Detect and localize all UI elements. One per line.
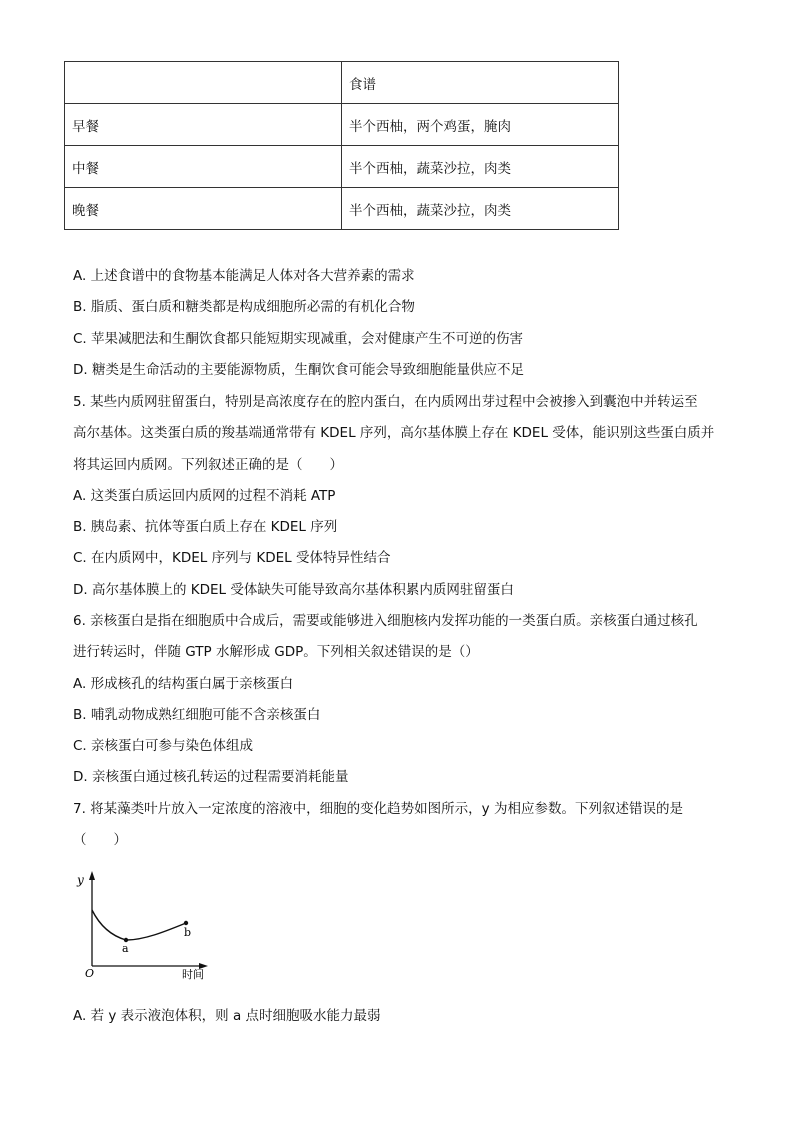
q5-option-d: D. 高尔基体膜上的 KDEL 受体缺失可能导致高尔基体积累内质网驻留蛋白 [73,582,514,598]
table-header-cell [65,62,342,104]
point-b-marker [184,921,188,925]
meal-cell: 中餐 [65,146,342,188]
q7-stem-line: （ ） [73,832,127,848]
point-a-label: a [122,942,129,955]
q7-stem-line: 7. 将某藻类叶片放入一定浓度的溶液中，细胞的变化趋势如图所示，y 为相应参数。下列叙述错误的是 [73,801,683,817]
q5-stem-line: 高尔基体。这类蛋白质的羧基端通常带有 KDEL 序列，高尔基体膜上存在 KDEL 受体，能识别这些蛋白质并 [73,425,715,441]
diet-table [64,61,619,230]
q7-option-a: A. 若 y 表示液泡体积，则 a 点时细胞吸水能力最弱 [73,1008,381,1024]
q6-option-c: C. 亲核蛋白可参与染色体组成 [73,738,254,754]
y-axis-arrow [89,871,95,880]
q4-option-d: D. 糖类是生命活动的主要能源物质，生酮饮食可能会导致细胞能量供应不足 [73,362,524,378]
origin-label: O [85,967,95,980]
q4-option-b: B. 脂质、蛋白质和糖类都是构成细胞所必需的有机化合物 [73,299,415,315]
q6-stem-line: 6. 亲核蛋白是指在细胞质中合成后，需要或能够进入细胞核内发挥功能的一类蛋白质。亲核蛋白通过核孔 [73,613,698,629]
q5-stem-line: 5. 某些内质网驻留蛋白，特别是高浓度存在的腔内蛋白，在内质网出芽过程中会被掺入到囊泡中并转运至 [73,394,698,410]
y-axis-label: y [77,873,84,887]
table-row [65,146,619,188]
trend-curve [92,910,186,940]
table-header-row [65,62,619,104]
q5-option-c: C. 在内质网中，KDEL 序列与 KDEL 受体特异性结合 [73,550,391,566]
q6-stem-line: 进行转运时，伴随 GTP 水解形成 GDP。下列相关叙述错误的是（） [73,644,479,660]
table-header-cell: 食谱 [342,62,619,104]
q4-option-a: A. 上述食谱中的食物基本能满足人体对各大营养素的需求 [73,268,415,284]
q5-option-b: B. 胰岛素、抗体等蛋白质上存在 KDEL 序列 [73,519,338,535]
q6-option-d: D. 亲核蛋白通过核孔转运的过程需要消耗能量 [73,769,349,785]
x-axis-label: 时间 [182,968,204,981]
point-b-label: b [184,926,192,939]
q4-option-c: C. 苹果减肥法和生酮饮食都只能短期实现减重，会对健康产生不可逆的伤害 [73,331,524,347]
q6-option-b: B. 哺乳动物成熟红细胞可能不含亲核蛋白 [73,707,321,723]
q5-stem-line: 将其运回内质网。下列叙述正确的是（ ） [73,457,343,473]
table-row [65,104,619,146]
meal-cell: 早餐 [65,104,342,146]
q5-option-a: A. 这类蛋白质运回内质网的过程不消耗 ATP [73,488,336,504]
recipe-cell: 半个西柚，两个鸡蛋，腌肉 [342,104,619,146]
trend-graph [78,866,218,984]
table-row [65,188,619,230]
recipe-cell: 半个西柚，蔬菜沙拉，肉类 [342,188,619,230]
meal-cell: 晚餐 [65,188,342,230]
q6-option-a: A. 形成核孔的结构蛋白属于亲核蛋白 [73,676,294,692]
recipe-cell: 半个西柚，蔬菜沙拉，肉类 [342,146,619,188]
